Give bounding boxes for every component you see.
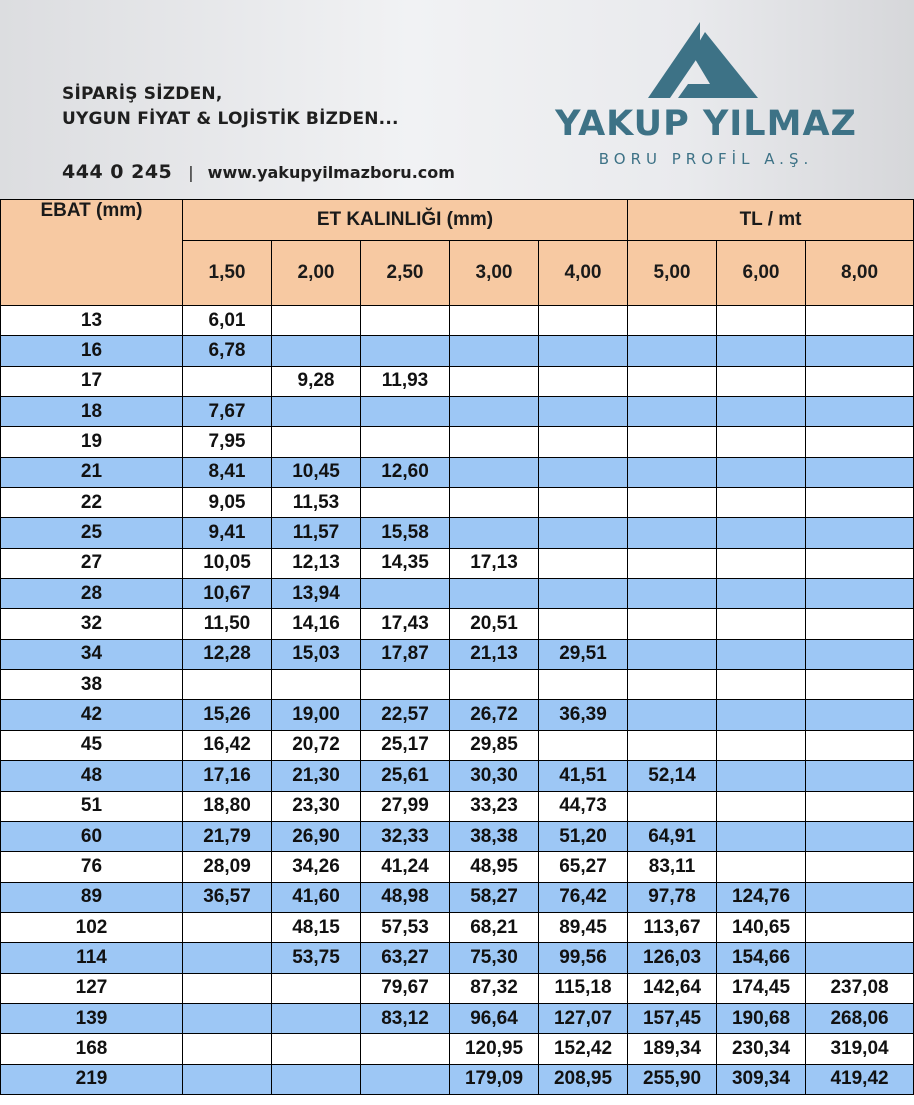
separator: |: [188, 163, 194, 182]
price-cell: [806, 912, 914, 942]
price-cell: 319,04: [806, 1034, 914, 1064]
price-cell: 230,34: [717, 1034, 806, 1064]
table-row: [1, 730, 914, 760]
price-cell: 12,28: [183, 639, 272, 669]
price-cell: [717, 548, 806, 578]
price-cell: 11,50: [183, 609, 272, 639]
price-cell: [450, 427, 539, 457]
price-cell: 14,16: [272, 609, 361, 639]
price-cell: [183, 1064, 272, 1094]
price-cell: [717, 306, 806, 336]
size-cell: 168: [1, 1034, 183, 1064]
price-cell: [450, 397, 539, 427]
price-cell: [806, 457, 914, 487]
price-cell: 64,91: [628, 821, 717, 851]
price-cell: 38,38: [450, 821, 539, 851]
price-cell: [450, 366, 539, 396]
price-cell: 115,18: [539, 973, 628, 1003]
price-cell: 7,95: [183, 427, 272, 457]
price-cell: 19,00: [272, 700, 361, 730]
price-cell: 174,45: [717, 973, 806, 1003]
price-cell: [717, 488, 806, 518]
price-cell: [806, 791, 914, 821]
size-cell: 219: [1, 1064, 183, 1094]
table-row: [1, 639, 914, 669]
price-cell: 57,53: [361, 912, 450, 942]
price-table: [0, 199, 914, 1095]
price-cell: [539, 609, 628, 639]
price-body: [1, 306, 914, 1095]
table-row: [1, 518, 914, 548]
price-cell: [539, 427, 628, 457]
price-cell: 63,27: [361, 943, 450, 973]
price-cell: 189,34: [628, 1034, 717, 1064]
price-cell: [628, 457, 717, 487]
price-cell: 7,67: [183, 397, 272, 427]
price-cell: [450, 336, 539, 366]
price-cell: [539, 457, 628, 487]
price-cell: [539, 670, 628, 700]
price-cell: [628, 639, 717, 669]
price-cell: 15,26: [183, 700, 272, 730]
price-cell: 16,42: [183, 730, 272, 760]
price-cell: [361, 670, 450, 700]
price-cell: [806, 730, 914, 760]
price-cell: [717, 518, 806, 548]
price-cell: 36,39: [539, 700, 628, 730]
price-cell: 32,33: [361, 821, 450, 851]
price-cell: [806, 761, 914, 791]
price-cell: [539, 397, 628, 427]
size-cell: 17: [1, 366, 183, 396]
price-cell: [717, 761, 806, 791]
price-cell: 83,11: [628, 852, 717, 882]
price-cell: 58,27: [450, 882, 539, 912]
slogan-line-1: SİPARİŞ SİZDEN,: [62, 84, 223, 104]
price-cell: [717, 336, 806, 366]
price-cell: [806, 609, 914, 639]
price-cell: [628, 609, 717, 639]
price-cell: [806, 700, 914, 730]
table-row: [1, 306, 914, 336]
price-cell: [450, 579, 539, 609]
price-cell: 152,42: [539, 1034, 628, 1064]
table-row: [1, 609, 914, 639]
price-cell: 29,85: [450, 730, 539, 760]
thickness-header: ET KALINLIĞI (mm): [183, 200, 628, 241]
price-cell: 33,23: [450, 791, 539, 821]
price-cell: 18,80: [183, 791, 272, 821]
table-row: [1, 821, 914, 851]
price-cell: [717, 366, 806, 396]
size-column-header: EBAT (mm): [1, 200, 183, 306]
price-cell: [272, 670, 361, 700]
price-cell: [628, 336, 717, 366]
price-cell: 44,73: [539, 791, 628, 821]
size-cell: 45: [1, 730, 183, 760]
price-cell: 30,30: [450, 761, 539, 791]
thickness-column-header: 8,00: [806, 241, 914, 306]
price-cell: 99,56: [539, 943, 628, 973]
price-cell: [806, 518, 914, 548]
size-cell: 25: [1, 518, 183, 548]
price-cell: [272, 1034, 361, 1064]
price-cell: 26,72: [450, 700, 539, 730]
size-cell: 60: [1, 821, 183, 851]
price-cell: 11,93: [361, 366, 450, 396]
price-cell: [628, 791, 717, 821]
price-cell: 27,99: [361, 791, 450, 821]
price-cell: [361, 488, 450, 518]
price-cell: 28,09: [183, 852, 272, 882]
price-cell: 97,78: [628, 882, 717, 912]
price-cell: [361, 397, 450, 427]
price-cell: [717, 579, 806, 609]
price-cell: 127,07: [539, 1003, 628, 1033]
price-cell: [717, 427, 806, 457]
slogan-line-2: UYGUN FİYAT & LOJİSTİK BİZDEN...: [62, 109, 399, 129]
price-cell: [539, 548, 628, 578]
size-cell: 51: [1, 791, 183, 821]
price-cell: 113,67: [628, 912, 717, 942]
price-cell: [183, 943, 272, 973]
size-cell: 48: [1, 761, 183, 791]
price-cell: [539, 488, 628, 518]
thickness-column-header: 2,00: [272, 241, 361, 306]
price-cell: [272, 1003, 361, 1033]
price-cell: [628, 700, 717, 730]
table-row: [1, 579, 914, 609]
thickness-column-header: 2,50: [361, 241, 450, 306]
table-row: [1, 1034, 914, 1064]
price-cell: [717, 397, 806, 427]
price-cell: 41,24: [361, 852, 450, 882]
price-cell: 17,16: [183, 761, 272, 791]
price-cell: 12,13: [272, 548, 361, 578]
price-cell: [361, 579, 450, 609]
price-cell: [183, 1003, 272, 1033]
price-cell: [806, 821, 914, 851]
price-cell: 120,95: [450, 1034, 539, 1064]
price-cell: 29,51: [539, 639, 628, 669]
price-cell: 11,53: [272, 488, 361, 518]
price-cell: 309,34: [717, 1064, 806, 1094]
price-cell: [628, 488, 717, 518]
price-cell: [450, 518, 539, 548]
price-cell: [450, 457, 539, 487]
price-cell: 23,30: [272, 791, 361, 821]
price-cell: [183, 973, 272, 1003]
price-cell: [361, 1034, 450, 1064]
price-cell: [450, 306, 539, 336]
price-cell: [628, 518, 717, 548]
size-cell: 127: [1, 973, 183, 1003]
unit-header: TL / mt: [628, 200, 914, 241]
size-cell: 16: [1, 336, 183, 366]
price-cell: [717, 700, 806, 730]
size-cell: 13: [1, 306, 183, 336]
table-row: [1, 1064, 914, 1094]
price-cell: [806, 397, 914, 427]
table-row: [1, 548, 914, 578]
price-cell: [628, 670, 717, 700]
price-cell: [806, 488, 914, 518]
table-row: [1, 427, 914, 457]
price-cell: 9,41: [183, 518, 272, 548]
price-cell: [717, 852, 806, 882]
price-cell: [450, 670, 539, 700]
table-row: [1, 670, 914, 700]
price-cell: [628, 306, 717, 336]
price-cell: 140,65: [717, 912, 806, 942]
size-cell: 22: [1, 488, 183, 518]
table-row: [1, 457, 914, 487]
price-cell: [717, 639, 806, 669]
price-cell: [806, 336, 914, 366]
price-cell: 208,95: [539, 1064, 628, 1094]
price-cell: 21,79: [183, 821, 272, 851]
price-cell: [806, 852, 914, 882]
size-cell: 21: [1, 457, 183, 487]
contact-line: [62, 161, 455, 183]
price-cell: [717, 670, 806, 700]
price-cell: 9,28: [272, 366, 361, 396]
price-cell: 96,64: [450, 1003, 539, 1033]
price-cell: 22,57: [361, 700, 450, 730]
price-cell: 21,13: [450, 639, 539, 669]
brand-name: YAKUP YILMAZ: [555, 104, 857, 144]
table-row: [1, 336, 914, 366]
size-cell: 19: [1, 427, 183, 457]
price-cell: 20,51: [450, 609, 539, 639]
price-cell: 76,42: [539, 882, 628, 912]
price-cell: [183, 366, 272, 396]
price-cell: 65,27: [539, 852, 628, 882]
price-cell: [539, 336, 628, 366]
price-cell: 17,43: [361, 609, 450, 639]
price-cell: 25,61: [361, 761, 450, 791]
thickness-column-header: 4,00: [539, 241, 628, 306]
price-cell: 142,64: [628, 973, 717, 1003]
price-cell: [717, 457, 806, 487]
price-cell: [806, 882, 914, 912]
price-cell: [628, 397, 717, 427]
price-cell: [806, 548, 914, 578]
price-cell: 21,30: [272, 761, 361, 791]
price-cell: [717, 821, 806, 851]
price-cell: 154,66: [717, 943, 806, 973]
price-cell: 87,32: [450, 973, 539, 1003]
price-cell: [272, 973, 361, 1003]
price-cell: [806, 427, 914, 457]
table-row: [1, 943, 914, 973]
price-cell: [628, 548, 717, 578]
price-cell: 34,26: [272, 852, 361, 882]
size-cell: 89: [1, 882, 183, 912]
price-cell: [628, 579, 717, 609]
price-cell: [806, 670, 914, 700]
size-cell: 32: [1, 609, 183, 639]
price-cell: 126,03: [628, 943, 717, 973]
price-cell: [628, 366, 717, 396]
size-cell: 34: [1, 639, 183, 669]
brand-logo-icon: [648, 22, 760, 100]
header-banner: [0, 0, 914, 199]
price-cell: 53,75: [272, 943, 361, 973]
price-cell: 255,90: [628, 1064, 717, 1094]
table-row: [1, 397, 914, 427]
price-cell: 89,45: [539, 912, 628, 942]
table-row: [1, 791, 914, 821]
price-cell: [272, 336, 361, 366]
size-cell: 27: [1, 548, 183, 578]
price-cell: [628, 730, 717, 760]
price-cell: 41,51: [539, 761, 628, 791]
price-cell: [628, 427, 717, 457]
price-cell: 36,57: [183, 882, 272, 912]
phone-number[interactable]: 444 0 245: [62, 161, 173, 183]
price-cell: [183, 912, 272, 942]
price-cell: 124,76: [717, 882, 806, 912]
table-row: [1, 882, 914, 912]
price-cell: [272, 1064, 361, 1094]
price-cell: 41,60: [272, 882, 361, 912]
table-row: [1, 973, 914, 1003]
price-cell: 10,45: [272, 457, 361, 487]
price-cell: 11,57: [272, 518, 361, 548]
price-cell: [806, 639, 914, 669]
price-cell: [272, 397, 361, 427]
thickness-column-header: 6,00: [717, 241, 806, 306]
price-cell: 20,72: [272, 730, 361, 760]
table-row: [1, 912, 914, 942]
price-cell: [539, 306, 628, 336]
price-cell: [272, 306, 361, 336]
price-cell: 10,67: [183, 579, 272, 609]
price-cell: [361, 1064, 450, 1094]
size-cell: 28: [1, 579, 183, 609]
price-cell: [806, 943, 914, 973]
table-row: [1, 761, 914, 791]
price-cell: [539, 730, 628, 760]
price-cell: 52,14: [628, 761, 717, 791]
size-cell: 76: [1, 852, 183, 882]
price-cell: [361, 336, 450, 366]
thickness-column-header: 5,00: [628, 241, 717, 306]
size-cell: 102: [1, 912, 183, 942]
price-cell: 10,05: [183, 548, 272, 578]
price-cell: 48,98: [361, 882, 450, 912]
price-cell: 15,58: [361, 518, 450, 548]
price-cell: 12,60: [361, 457, 450, 487]
price-cell: [806, 366, 914, 396]
table-row: [1, 366, 914, 396]
price-cell: 26,90: [272, 821, 361, 851]
price-cell: 8,41: [183, 457, 272, 487]
price-cell: 15,03: [272, 639, 361, 669]
size-cell: 139: [1, 1003, 183, 1033]
price-cell: 179,09: [450, 1064, 539, 1094]
price-cell: [539, 579, 628, 609]
price-cell: [183, 1034, 272, 1064]
table-row: [1, 700, 914, 730]
price-cell: 68,21: [450, 912, 539, 942]
price-cell: 6,78: [183, 336, 272, 366]
table-row: [1, 1003, 914, 1033]
size-cell: 114: [1, 943, 183, 973]
price-cell: 25,17: [361, 730, 450, 760]
price-cell: [539, 518, 628, 548]
price-cell: 79,67: [361, 973, 450, 1003]
price-cell: [450, 488, 539, 518]
price-cell: 419,42: [806, 1064, 914, 1094]
website-link[interactable]: www.yakupyilmazboru.com: [207, 163, 455, 182]
price-cell: [806, 579, 914, 609]
price-cell: [272, 427, 361, 457]
price-cell: [717, 730, 806, 760]
price-cell: 75,30: [450, 943, 539, 973]
price-cell: [183, 670, 272, 700]
price-cell: [539, 366, 628, 396]
table-row: [1, 488, 914, 518]
table-row: [1, 852, 914, 882]
price-cell: 268,06: [806, 1003, 914, 1033]
brand-subtitle: BORU PROFİL A.Ş.: [598, 150, 814, 168]
price-cell: [361, 306, 450, 336]
price-cell: 190,68: [717, 1003, 806, 1033]
size-cell: 18: [1, 397, 183, 427]
thickness-column-header: 1,50: [183, 241, 272, 306]
size-cell: 38: [1, 670, 183, 700]
size-cell: 42: [1, 700, 183, 730]
price-cell: 17,87: [361, 639, 450, 669]
price-cell: 83,12: [361, 1003, 450, 1033]
price-cell: 237,08: [806, 973, 914, 1003]
price-cell: [806, 306, 914, 336]
price-cell: 48,15: [272, 912, 361, 942]
price-cell: 9,05: [183, 488, 272, 518]
price-cell: [361, 427, 450, 457]
price-cell: [717, 791, 806, 821]
price-cell: 6,01: [183, 306, 272, 336]
price-cell: 157,45: [628, 1003, 717, 1033]
price-cell: 48,95: [450, 852, 539, 882]
price-cell: 51,20: [539, 821, 628, 851]
price-cell: 13,94: [272, 579, 361, 609]
thickness-column-header: 3,00: [450, 241, 539, 306]
price-cell: 17,13: [450, 548, 539, 578]
price-cell: [717, 609, 806, 639]
price-cell: 14,35: [361, 548, 450, 578]
